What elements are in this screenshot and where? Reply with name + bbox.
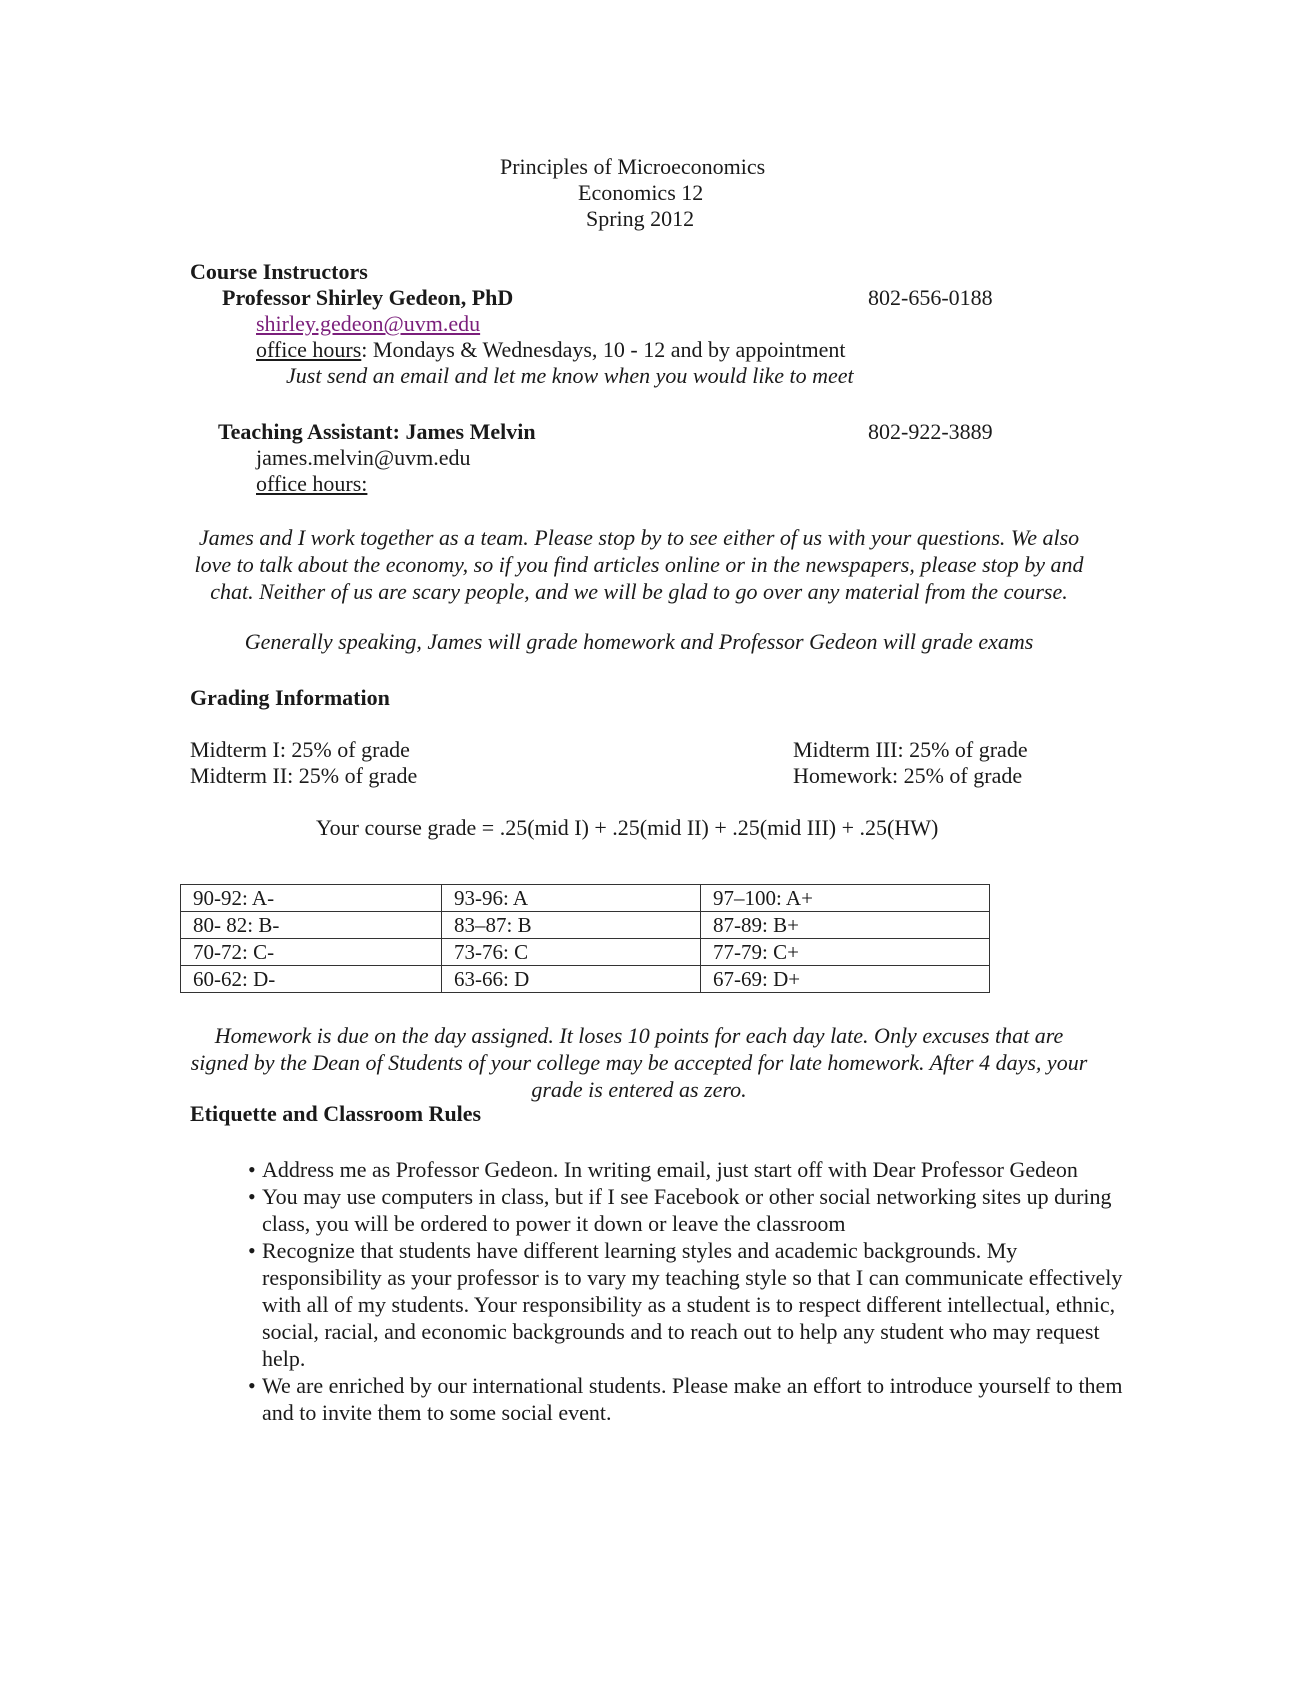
course-number: Economics 12 [578, 180, 704, 205]
rule-text: We are enriched by our international students. Please make an effort to introduce yourself to them and to invite them to some social event. [262, 1373, 1123, 1425]
midterm3-weight: Midterm III: 25% of grade [793, 737, 1028, 762]
grade-cell: 70-72: C- [181, 939, 442, 966]
ta-name: Teaching Assistant: James Melvin [218, 419, 536, 444]
grade-cell: 90-92: A- [181, 885, 442, 912]
midterm2-weight: Midterm II: 25% of grade [190, 763, 418, 788]
ta-office-hours-label: office hours: [256, 471, 368, 496]
rule-text: You may use computers in class, but if I see Facebook or other social networking sites up during class, you will be ordered to power it down or leave the classroom [262, 1184, 1112, 1236]
bullet-icon: • [248, 1157, 256, 1182]
professor-email-link[interactable]: shirley.gedeon@uvm.edu [256, 311, 481, 336]
grade-formula: Your course grade = .25(mid I) + .25(mid II) + .25(mid III) + .25(HW) [316, 815, 939, 840]
professor-meeting-note: Just send an email and let me know when you would like to meet [286, 363, 854, 388]
grade-cell: 67-69: D+ [701, 966, 990, 993]
list-item [248, 1183, 1128, 1237]
team-note: James and I work together as a team. Please stop by to see either of us with your questions. We also love to talk about the economy, so if you find articles online or in the newspapers, please stop by and chat. Neither of us are scary people, and we will be glad to go over any material from the course. [194, 525, 1084, 604]
grade-cell: 73-76: C [442, 939, 701, 966]
midterm1-weight: Midterm I: 25% of grade [190, 737, 410, 762]
office-hours-label: office hours [256, 337, 362, 362]
grade-cell: 93-96: A [442, 885, 701, 912]
table-row [181, 885, 990, 912]
table-row [181, 966, 990, 993]
rule-text: Recognize that students have different learning styles and academic backgrounds. My responsibility as your professor is to vary my teaching style so that I can communicate effectively with all of my students. Your responsibility as a student is to respect different intellectual, ethnic, social, racial, and economic backgrounds and to reach out to help any student who may request help. [262, 1238, 1123, 1371]
grade-cell: 97–100: A+ [701, 885, 990, 912]
professor-office-hours [256, 336, 846, 363]
bullet-icon: • [248, 1184, 256, 1209]
course-term: Spring 2012 [586, 206, 695, 231]
etiquette-heading: Etiquette and Classroom Rules [190, 1101, 482, 1126]
grade-cell: 63-66: D [442, 966, 701, 993]
ta-email: james.melvin@uvm.edu [256, 445, 471, 470]
table-row [181, 939, 990, 966]
table-row [181, 912, 990, 939]
rules-list [248, 1156, 1128, 1426]
grade-cell: 87-89: B+ [701, 912, 990, 939]
list-item [248, 1156, 1128, 1183]
ta-phone: 802-922-3889 [868, 419, 993, 444]
grade-cell: 83–87: B [442, 912, 701, 939]
list-item [248, 1237, 1128, 1372]
instructors-heading: Course Instructors [190, 259, 368, 284]
bullet-icon: • [248, 1238, 256, 1263]
list-item [248, 1372, 1128, 1426]
rule-text: Address me as Professor Gedeon. In writing email, just start off with Dear Professor Gedeon [262, 1157, 1078, 1182]
homework-weight: Homework: 25% of grade [793, 763, 1023, 788]
bullet-icon: • [248, 1373, 256, 1398]
grade-cell: 77-79: C+ [701, 939, 990, 966]
grade-cell: 80- 82: B- [181, 912, 442, 939]
grade-cell: 60-62: D- [181, 966, 442, 993]
professor-name: Professor Shirley Gedeon, PhD [222, 285, 514, 310]
grade-scale-table [180, 884, 990, 993]
late-policy-note: Homework is due on the day assigned. It loses 10 points for each day late. Only excuses that are signed by the Dean of Students of your college may be accepted for late homework. After 4 days, your grade is entered as zero. [190, 1023, 1088, 1102]
office-hours-value: : Mondays & Wednesdays, 10 - 12 and by appointment [361, 337, 846, 362]
grading-responsibility-note: Generally speaking, James will grade homework and Professor Gedeon will grade exams [244, 629, 1034, 654]
professor-phone: 802-656-0188 [868, 285, 993, 310]
course-title: Principles of Microeconomics [500, 154, 766, 179]
grading-heading: Grading Information [190, 685, 390, 710]
